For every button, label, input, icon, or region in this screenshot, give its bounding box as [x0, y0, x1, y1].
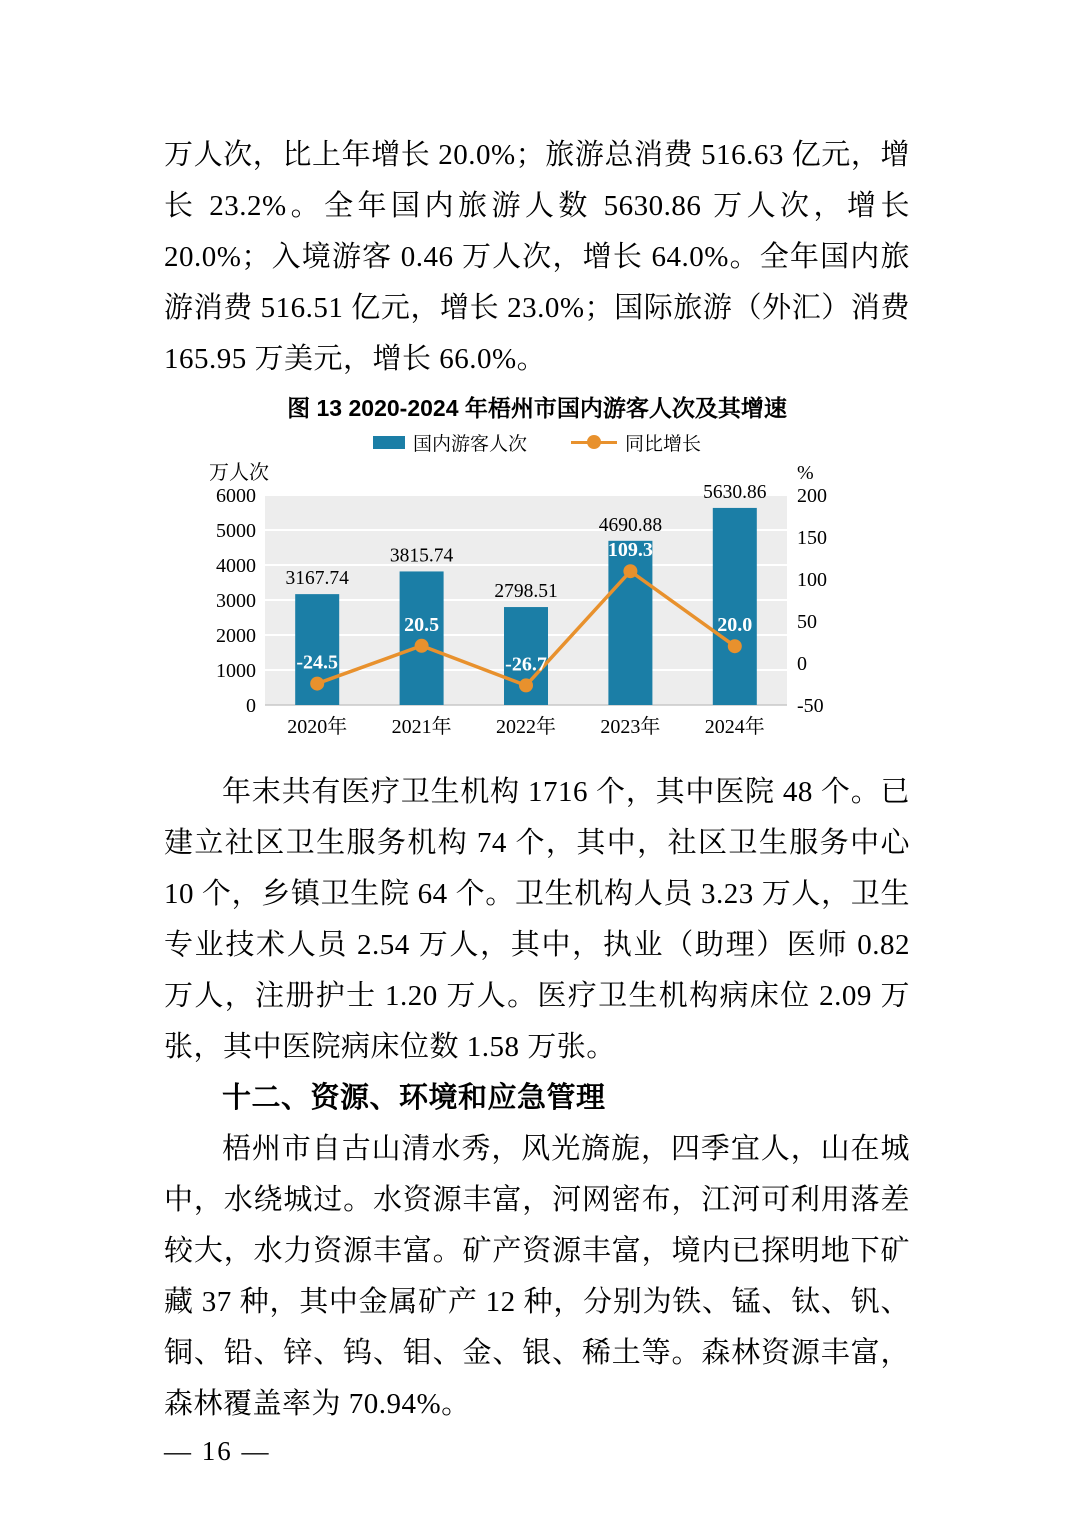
- legend-bar-swatch-icon: [373, 436, 405, 449]
- svg-text:2798.51: 2798.51: [494, 581, 558, 603]
- chart-legend: [207, 429, 867, 455]
- legend-item-visitors: [373, 429, 527, 456]
- svg-text:200: 200: [797, 485, 827, 507]
- svg-text:1000: 1000: [216, 660, 256, 682]
- svg-text:20.0: 20.0: [717, 614, 753, 637]
- svg-text:50: 50: [797, 611, 817, 633]
- svg-text:3167.74: 3167.74: [285, 568, 349, 590]
- svg-text:100: 100: [797, 569, 827, 591]
- legend-label-growth: 同比增长: [625, 433, 702, 455]
- svg-text:3000: 3000: [216, 590, 256, 612]
- paragraph-tourism: 万人次，比上年增长 20.0%；旅游总消费 516.63 亿元，增长 23.2%。全年国内旅游人数 5630.86 万人次，增长 20.0%；入境游客 0.46 万人次，增长 64.0%。全年国内旅游消费 516.51 亿元，增长 23.0%；国际旅游（外汇）消费 165.95 万美元，增长 66.0%。: [164, 139, 910, 375]
- svg-text:万人次: 万人次: [209, 462, 269, 484]
- svg-text:%: %: [797, 462, 814, 484]
- svg-text:-24.5: -24.5: [296, 651, 339, 674]
- svg-text:150: 150: [797, 527, 827, 549]
- svg-text:5000: 5000: [216, 520, 256, 542]
- paragraph-health: 年末共有医疗卫生机构 1716 个，其中医院 48 个。已建立社区卫生服务机构 74 个，其中，社区卫生服务中心 10 个，乡镇卫生院 64 个。卫生机构人员 3.23 万人，卫生专业技术人员 2.54 万人，其中，执业（助理）医师 0.82 万人，注册护士 1.20 万人。医疗卫生机构病床位 2.09 万张，其中医院病床位数 1.58 万张。: [164, 776, 910, 1063]
- paragraph-resources: 梧州市自古山清水秀，风光旖旎，四季宜人，山在城中，水绕城过。水资源丰富，河网密布，江河可利用落差较大，水力资源丰富。矿产资源丰富，境内已探明地下矿藏 37 种，其中金属矿产 12 种，分别为铁、锰、钛、钒、铜、铅、锌、钨、钼、金、银、稀土等。森林资源丰富，森林覆盖率为 70.94%。: [164, 1133, 910, 1420]
- svg-text:2021年: 2021年: [391, 716, 452, 738]
- svg-text:109.3: 109.3: [607, 539, 653, 562]
- svg-text:6000: 6000: [216, 485, 256, 507]
- svg-text:-50: -50: [797, 695, 824, 717]
- svg-text:3815.74: 3815.74: [389, 545, 454, 567]
- svg-text:-26.7: -26.7: [505, 653, 547, 676]
- legend-label-visitors: 国内游客人次: [412, 433, 527, 455]
- figure-13: [207, 393, 867, 757]
- section-heading: 十二、资源、环境和应急管理: [222, 1082, 606, 1114]
- legend-item-growth: [571, 429, 701, 456]
- svg-text:5630.86: 5630.86: [703, 481, 767, 503]
- svg-text:2024年: 2024年: [704, 716, 765, 738]
- page-number: — 16 —: [164, 1436, 271, 1466]
- svg-text:2020年: 2020年: [287, 716, 348, 738]
- svg-text:4690.88: 4690.88: [598, 514, 663, 536]
- page-footer: [164, 1436, 271, 1467]
- svg-text:0: 0: [246, 695, 256, 717]
- svg-text:2022年: 2022年: [496, 716, 556, 738]
- svg-text:4000: 4000: [216, 555, 256, 577]
- svg-text:0: 0: [797, 653, 807, 675]
- chart-title: 图 13 2020-2024 年梧州市国内游客人次及其增速: [287, 395, 787, 421]
- svg-text:20.5: 20.5: [404, 613, 440, 636]
- combo-chart: [207, 455, 867, 757]
- svg-text:2000: 2000: [216, 625, 256, 647]
- legend-line-icon: [571, 435, 617, 449]
- svg-text:2023年: 2023年: [600, 716, 661, 738]
